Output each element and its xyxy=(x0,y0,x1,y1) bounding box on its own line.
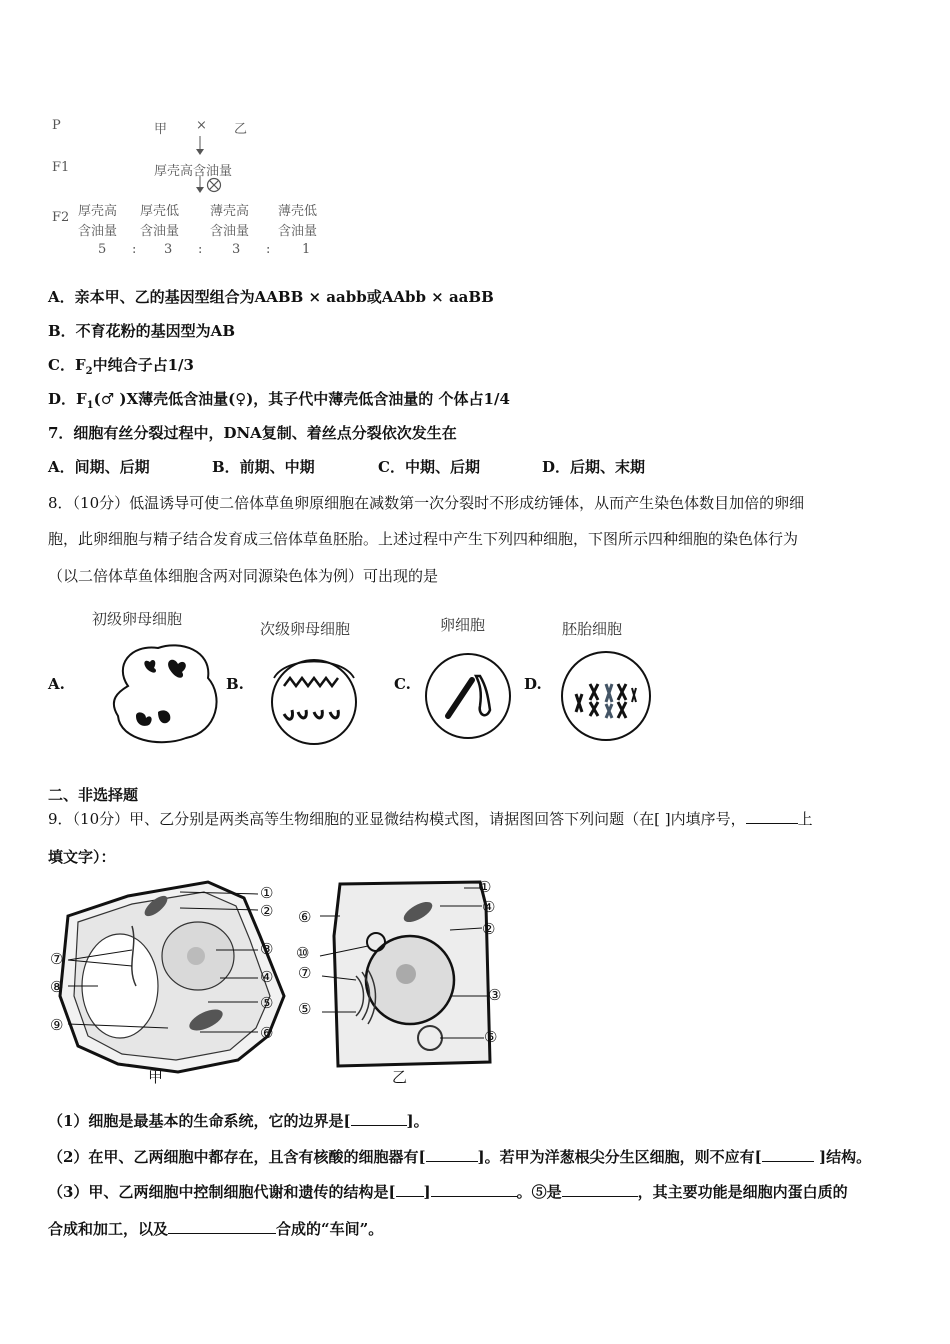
yi-label-5-left: ⑤ xyxy=(298,1000,312,1018)
fig-c-letter: C. xyxy=(394,675,411,693)
q8-line-3: （以二倍体草鱼体细胞含两对同源染色体为例）可出现的是 xyxy=(48,567,439,585)
jia-label-1: ① xyxy=(260,884,274,902)
q9-sub-1-blank[interactable] xyxy=(351,1111,407,1126)
jia-label-5: ⑤ xyxy=(260,994,274,1012)
q8-line-1: 8．（10分）低温诱导可使二倍体草鱼卵原细胞在减数第一次分裂时不形成纺锤体，从而产生染色体数目加倍的卵细 xyxy=(48,494,805,512)
p-label: P xyxy=(52,118,61,133)
q9-line-1-end: 上 xyxy=(797,810,813,828)
fig-c-label: 卵细胞 xyxy=(440,616,486,634)
f2-class-1-line1: 厚壳高 xyxy=(78,204,118,219)
q9-sub-2 xyxy=(48,1146,871,1167)
cell-jia-diagram xyxy=(48,876,288,1086)
q6-option-d-post: (♂ )X薄壳低含油量(♀)，其子代中薄壳低含油量的 个体占1/4 xyxy=(93,390,510,408)
jia-label-6: ⑥ xyxy=(260,1024,274,1042)
jia-label-7: ⑦ xyxy=(50,950,64,968)
fig-b-label: 次级卵母细胞 xyxy=(260,620,351,638)
q6-option-d xyxy=(48,388,510,411)
yi-label-2: ② xyxy=(482,920,496,938)
fig-c-egg-cell xyxy=(420,648,520,748)
q9-sub-3-blank-1[interactable] xyxy=(396,1182,424,1197)
q9-line-1-text: 9．（10分）甲、乙分别是两类高等生物细胞的亚显微结构模式图，请据图回答下列问题（在[ ]内填序号， xyxy=(48,810,746,828)
q9-sub-3-line-2-b: 合成的“车间”。 xyxy=(276,1220,384,1238)
ratio-1: 5 xyxy=(98,242,107,257)
ratio-2: 3 xyxy=(164,242,173,257)
q9-sub-1-text: （1）细胞是最基本的生命系统，它的边界是[ xyxy=(48,1112,351,1130)
ratio-colon-2: : xyxy=(198,242,203,257)
fig-b-letter: B. xyxy=(226,675,244,693)
q9-line-1 xyxy=(48,808,813,829)
q9-sub-2-blank-2[interactable] xyxy=(762,1147,814,1162)
f2-class-4-line2: 含油量 xyxy=(278,224,318,239)
parent-jia: 甲 xyxy=(154,122,168,137)
q9-sub-2-blank-1[interactable] xyxy=(426,1147,478,1162)
q7-option-d: D．后期、末期 xyxy=(542,458,646,476)
q9-sub-3-line-2 xyxy=(48,1218,383,1239)
q9-sub-3-line-2-a: 合成和加工，以及 xyxy=(48,1220,169,1238)
q9-sub-2-end: ]结构。 xyxy=(813,1148,872,1166)
jia-label-3: ③ xyxy=(260,940,274,958)
yi-label-4: ④ xyxy=(482,898,496,916)
fig-d-embryo-cell xyxy=(556,644,656,752)
yi-label-6: ⑥ xyxy=(298,908,312,926)
jia-label-8: ⑧ xyxy=(50,978,64,996)
cross-diagram xyxy=(48,112,348,262)
fig-b-secondary-oocyte xyxy=(264,636,364,748)
q6-option-c-pre: C．F xyxy=(48,356,86,374)
q6-option-b: B．不育花粉的基因型为AB xyxy=(48,322,235,340)
jia-label-9: ⑨ xyxy=(50,1016,64,1034)
q6-option-a: A．亲本甲、乙的基因型组合为AABB × aabb或AAbb × aaBB xyxy=(48,288,494,306)
q7-stem: 7．细胞有丝分裂过程中，DNA复制、着丝点分裂依次发生在 xyxy=(48,424,457,442)
fig-a-primary-oocyte xyxy=(100,636,230,748)
q9-sub-3-bracket: ] xyxy=(423,1183,431,1201)
f2-class-3-line1: 薄壳高 xyxy=(210,204,250,219)
q9-sub-3-blank-2[interactable] xyxy=(431,1182,517,1197)
jia-label-4: ④ xyxy=(260,968,274,986)
yi-label-3: ③ xyxy=(488,986,502,1004)
f2-class-4-line1: 薄壳低 xyxy=(278,204,318,219)
q9-sub-3-blank-4[interactable] xyxy=(168,1219,276,1234)
parent-yi: 乙 xyxy=(234,122,248,137)
jia-label-2: ② xyxy=(260,902,274,920)
ratio-4: 1 xyxy=(302,242,311,257)
q6-option-c xyxy=(48,354,194,377)
yi-label-10: ⑩ xyxy=(296,944,310,962)
f2-class-3-line2: 含油量 xyxy=(210,224,250,239)
q9-sub-3 xyxy=(48,1181,848,1202)
times-sign: × xyxy=(196,118,207,133)
ratio-3: 3 xyxy=(232,242,241,257)
q9-sub-3-end: ，其主要功能是细胞内蛋白质的 xyxy=(637,1183,848,1201)
q6-option-d-sub: 1 xyxy=(86,400,94,411)
q9-sub-2-text: （2）在甲、乙两细胞中都存在，且含有核酸的细胞器有[ xyxy=(48,1148,426,1166)
q9-sub-3-text: （3）甲、乙两细胞中控制细胞代谢和遗传的结构是[ xyxy=(48,1183,396,1201)
yi-label-5-right: ⑤ xyxy=(484,1028,498,1046)
fig-d-label: 胚胎细胞 xyxy=(562,620,623,638)
q7-option-b: B．前期、中期 xyxy=(212,458,315,476)
q9-sub-1-end: ]。 xyxy=(406,1112,429,1130)
cell-jia-caption: 甲 xyxy=(148,1068,164,1086)
ratio-colon-1: : xyxy=(132,242,137,257)
f2-label: F2 xyxy=(52,210,70,225)
cell-yi-caption: 乙 xyxy=(392,1068,408,1086)
fig-a-label: 初级卵母细胞 xyxy=(92,610,183,628)
q9-blank-example xyxy=(746,809,798,824)
q8-line-2: 胞，此卵细胞与精子结合发育成三倍体草鱼胚胎。上述过程中产生下列四种细胞，下图所示四种细胞的染色体行为 xyxy=(48,530,799,548)
cell-yi-diagram xyxy=(300,876,510,1076)
f2-class-2-line2: 含油量 xyxy=(140,224,180,239)
section-2-heading: 二、非选择题 xyxy=(48,786,139,804)
yi-label-7: ⑦ xyxy=(298,964,312,982)
q6-option-d-pre: D．F xyxy=(48,390,87,408)
f2-class-2-line1: 厚壳低 xyxy=(140,204,180,219)
q9-sub-3-mid: 。⑤是 xyxy=(516,1183,562,1201)
yi-label-1: ① xyxy=(478,878,492,896)
q7-option-a: A．间期、后期 xyxy=(48,458,150,476)
q9-sub-1 xyxy=(48,1110,429,1131)
f1-label: F1 xyxy=(52,160,70,175)
q7-option-c: C．中期、后期 xyxy=(378,458,480,476)
fig-a-letter: A. xyxy=(48,675,65,693)
cross-arrows xyxy=(48,112,348,262)
f2-class-1-line2: 含油量 xyxy=(78,224,118,239)
fig-d-letter: D. xyxy=(524,675,542,693)
ratio-colon-3: : xyxy=(266,242,271,257)
f1-phenotype: 厚壳高含油量 xyxy=(154,164,233,179)
q6-option-c-sub: 2 xyxy=(85,366,93,377)
q9-sub-3-blank-3[interactable] xyxy=(562,1182,638,1197)
q9-line-2: 填文字）： xyxy=(48,848,116,866)
q9-sub-2-mid: ]。若甲为洋葱根尖分生区细胞，则不应有[ xyxy=(477,1148,762,1166)
q6-option-c-post: 中纯合子占1/3 xyxy=(92,356,194,374)
